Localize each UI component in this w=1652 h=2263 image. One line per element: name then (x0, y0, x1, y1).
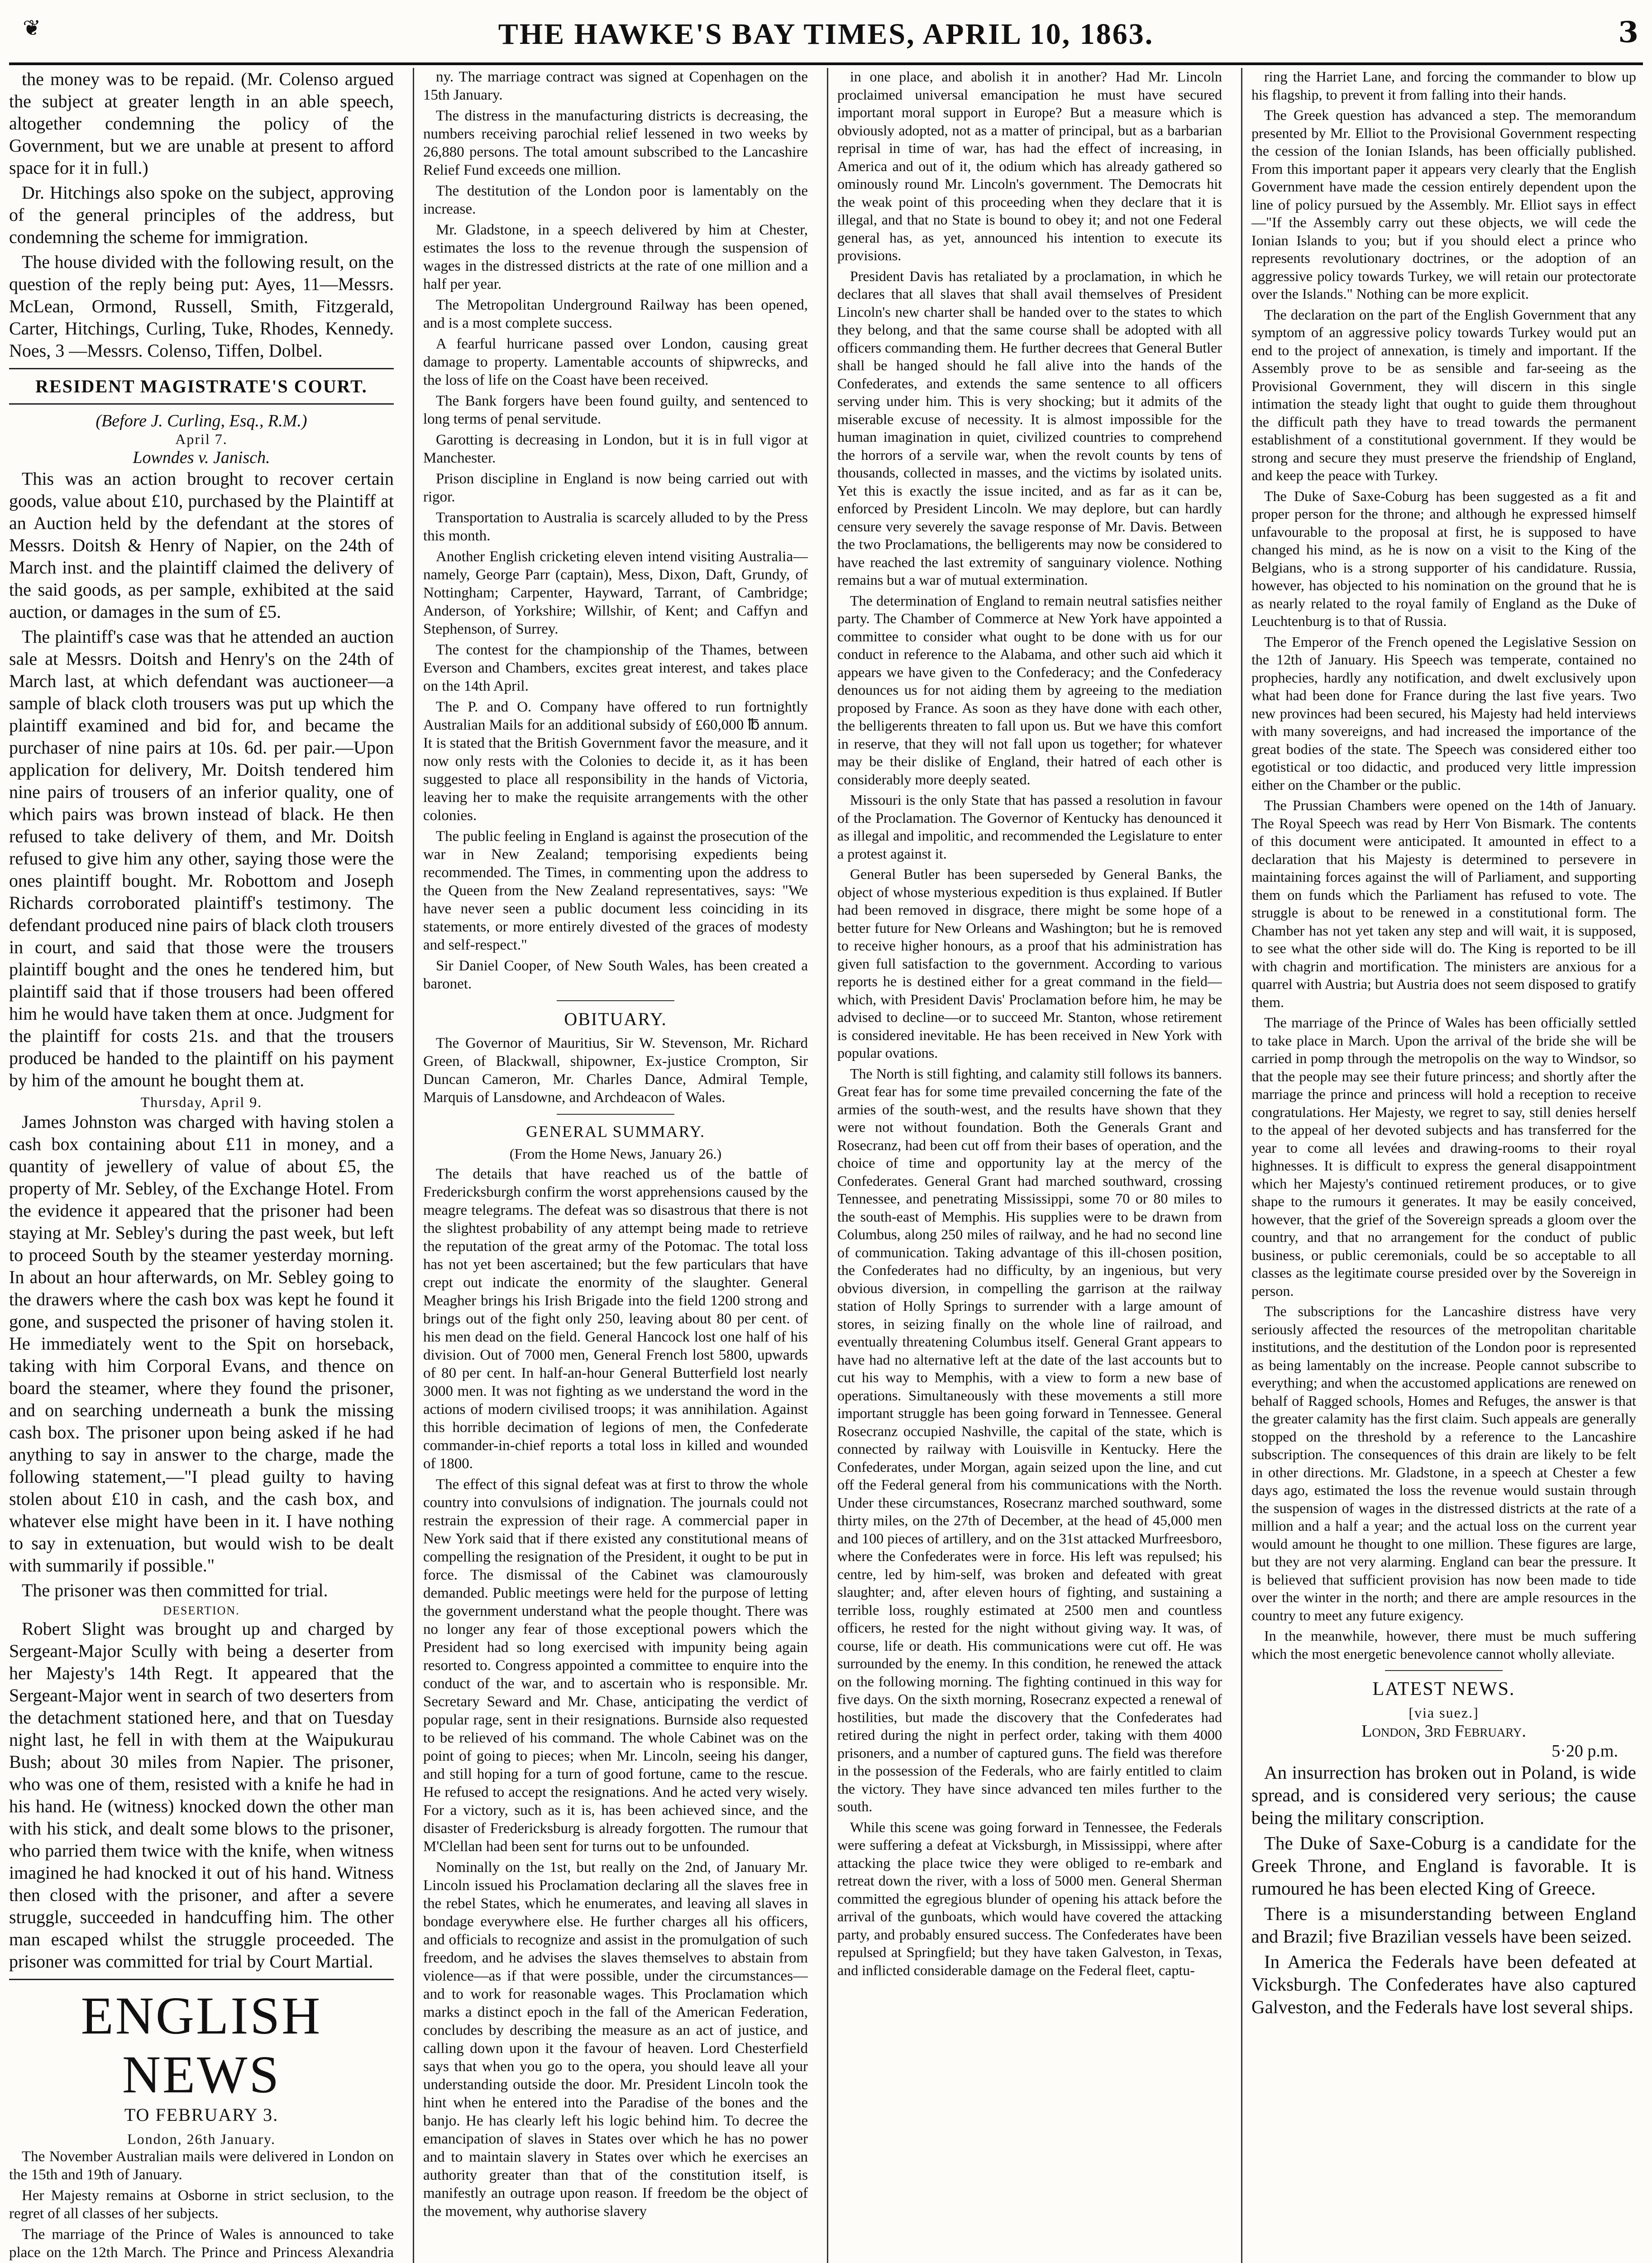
paragraph: In the meanwhile, however, there must be much suffering which the most energetic benevolence cannot wholly alleviate. (1251, 1628, 1636, 1662)
english-news-subheading: TO FEBRUARY 3. (124, 2105, 279, 2125)
paragraph: This was an action brought to recover certain goods, value about £10, purchased by the Plaintiff at an Auction held by the defendant at the stores of Messrs. Doitsh & Henry of Napier, on the 24th of March inst. and the plaintiff claimed the delivery of the said goods, as per sample, exhibited at the said auction, or damages in the sum of £5. (9, 468, 394, 622)
column-divider (827, 68, 828, 2263)
thursday-heading: Thursday, April 9. (140, 1094, 263, 1110)
desertion-report (9, 1618, 394, 1972)
english-news-text (9, 2148, 394, 2263)
paragraph: There is a misunderstanding between England and Brazil; five Brazilian vessels have been seized. (1251, 1903, 1636, 1947)
column-4 (1251, 68, 1636, 2263)
paragraph: The determination of England to remain neutral satisfies neither party. The Chamber of Commerce at New York have appointed a committee to consider what ought to be done with us for our conduct in reference to the Alabama, and other such aid which it appears we have given to the Confederacy; and the Confederacy denounces us for not aiding them by agreeing to the mediation proposed by France. As soon as they have done with each other, the belligerents threaten to fall upon us. But we have this comfort in reserve, that they will not fall upon us together; for whatever may be their dislike of England, their hatred of each other is considerably more deeply seated. (837, 592, 1222, 788)
paragraph: The destitution of the London poor is lamentably on the increase. (423, 183, 808, 217)
latest-news-heading: LATEST NEWS. (1372, 1679, 1515, 1700)
column-divider (413, 68, 414, 2263)
masthead (9, 10, 1643, 60)
paragraph: The public feeling in England is against the prosecution of the war in New Zealand; temporising expedients being recommended. The Times, in commenting upon the address to the Queen from the New Zealand representatives, says: "We have never seen a public document less coinciding in its statements, or more entirely divested of the graces of modesty and self-respect." (423, 828, 808, 953)
paragraph: The North is still fighting, and calamity still follows its banners. Great fear has for some time prevailed concerning the fate of the armies of the south-west, and the results have shown that they were not without foundation. Both the Generals Grant and Rosecranz, had been cut off from their bases of operation, and the choice of time and opportunity lay at the mercy of the Confederates. General Grant had marched southward, crossing Tennessee, and penetrating Mississippi, some 70 or 80 miles to the south-east of Memphis. His supplies were to be drawn from Columbus, along 250 miles of railway, and he had no second line of communication. Taking advantage of this ill-chosen position, the Confederates had no difficulty, by an ingenious, but very obvious diversion, in compelling the garrison at the railway station of Holly Springs to surrender with a large amount of stores, in seizing finally on the whole line of railroad, and eventually threatening Columbus itself. General Grant appears to have had no alternative left at the date of the last accounts but to cut his way to Memphis, with a view to form a new base of operations. Simultaneously with these movements a still more important struggle has been going forward in Tennessee. General Rosecranz occupied Nashville, the capital of the state, which is connected by railway with Louisville in Kentucky. Here the Confederates, under Morgan, again seized upon the line, and cut off the Federal general from his communications with the North. Under these circumstances, Rosecranz marched southward, some thirty miles, on the 27th of December, at the head of 45,000 men and 100 pieces of artillery, and on the 31st attacked Murfreesboro, where the Confederates were in force. His left was repulsed; his centre, led by him-self, was broken and defeated with great slaughter; and, after eleven hours of fighting, and sustaining a terrible loss, roughly estimated at 2500 men and countless officers, he rested for the night without giving way. It was, of course, life or death. His communications were cut off. He was surrounded by the enemy. In this condition, he renewed the attack on the following morning. The fighting continued in this way for five days. On the sixth morning, Rosecranz expected a renewal of hostilities, but made the discovery that the Confederates had retired during the night in perfect order, taking with them 4000 prisoners, and a number of captured guns. The field was therefore in the possession of the Federals, who are fairly entitled to claim the victory. They have since advanced ten miles further to the south. (837, 1065, 1222, 1814)
section-rule (1385, 1670, 1503, 1671)
london-dateline: London, 26th January. (127, 2131, 276, 2147)
paragraph: The subscriptions for the Lancashire distress have very seriously affected the resources of the metropolitan charitable institutions, and the destitution of the London poor is represented as being lamentably on the increase. People cannot subscribe to everything; and when the accustomed applications are renewed on behalf of Ragged schools, Homes and Refuges, the answer is that the greater calamity has the first claim. Such appeals are generally stopped on the threshold by a reference to the Lancashire subscription. The consequences of this drain are likely to be felt in other directions. Mr. Gladstone, in a speech at Chester a few days ago, estimated the loss the revenue would sustain through the suspension of wages in the distressed districts at the rate of a million and a half a year; and the actual loss on the current year would amount he thought to one million. These figures are large, but they are not very alarming. England can bear the pressure. It is believed that sufficient provision has now been made to tide over the winter in the north; and there are ample resources in the country to meet any future exigency. (1251, 1303, 1636, 1623)
summary-text (423, 1165, 808, 2220)
paragraph: In America the Federals have been defeated at Vicksburgh. The Confederates have also captured Galveston, and the Federals have lost several ships. (1251, 1951, 1636, 2017)
section-rule (9, 368, 394, 369)
english-news-heading: ENGLISH NEWS (81, 1986, 322, 2104)
paragraph: the money was to be repaid. (Mr. Colenso argued the subject at greater length in an able speech, altogether condemning the policy of the Government, but we are unable at present to afford space for it in full.) (9, 69, 394, 178)
court-heading: RESIDENT MAGISTRATE'S COURT. (35, 376, 368, 396)
latest-news-text (1251, 1761, 1636, 2018)
latest-dateline: London, 3rd February. (1361, 1722, 1526, 1741)
news-items (423, 68, 808, 993)
paragraph: The plaintiff's case was that he attended an auction sale at Messrs. Doitsh and Henry's on the 24th of March last, at which defendant was auctioneer—a sample of black cloth trousers was put up which the plaintiff examined and bid for, and became the purchaser of nine pairs at 10s. 6d. per pair.—Upon application for delivery, Mr. Doitsh tendered him nine pairs of trousers of an inferior quality, one of which pairs was brown instead of black. He then refused to take delivery of them, and Mr. Doitsh refused to give him any other, saying those were the ones plaintiff bought. Mr. Robottom and Joseph Richards corroborated plaintiff's testimony. The defendant produced nine pairs of black cloth trousers in court, and said that those were the trousers plaintiff bought and the ones he tendered him, but plaintiff said that if those trousers had been offered him he would have taken them at once. Judgment for the plaintiff for costs 21s. and that the trousers produced be handed to the plaintiff on his payment by him of the amount he bought them at. (9, 626, 394, 1090)
section-rule (557, 1114, 674, 1115)
section-rule (9, 403, 394, 405)
paragraph: The Emperor of the French opened the Legislative Session on the 12th of January. His Speech was temperate, contained no prophecies, hardly any notification, and dwelt exclusively upon what had been done for France during the last five years. Two new provinces had been secured, his Majesty had held interviews with many sovereigns, and had increased the importance of the great bodies of the state. The Speech was considered either too egotistical or too didactic, and produced very little impression either on the Chamber or the public. (1251, 633, 1636, 793)
paragraph: The Duke of Saxe-Coburg has been suggested as a fit and proper person for the throne; and although he expressed himself unfavourable to the proposal at first, he is supposed to have changed his mind, as he is now on a visit to the King of the Belgians, who is a strong supporter of his candidature. Russia, however, has objected to his nomination on the ground that he is as nearly related to the royal family of England as the Duke of Leuchtenburg is to that of Russia. (1251, 487, 1636, 629)
paragraph: The house divided with the following result, on the question of the reply being put: Ayes, 11—Messrs. McLean, Ormond, Russell, Smith, Fitzgerald, Carter, Hitchings, Curling, Tuke, Rhodes, Kennedy. Noes, 3 —Messrs. Colenso, Tiffen, Dolbel. (9, 252, 394, 361)
paragraph: Missouri is the only State that has passed a resolution in favour of the Proclamation. The Governor of Kentucky has denounced it as illegal and impolitic, and recommended the Legislature to enter a protest against it. (837, 792, 1222, 862)
paragraph: The effect of this signal defeat was at first to throw the whole country into convulsions of indignation. The journals could not restrain the expression of their rage. A commercial paper in New York said that if there existed any constitutional means of compelling the resignation of the President, it ought to be put in force. The dismissal of the Cabinet was clamourously demanded. Public meetings were held for the purpose of letting the government understand what the people thought. There was no longer any fear of those exceptional powers which the President had so long exercised with impunity being again resorted to. Congress appointed a committee to enquire into the conduct of the war, and to ascertain who is responsible. Mr. Secretary Seward and Mr. Chase, anticipating the verdict of popular rage, sent in their resignations. Burnside also requested to be relieved of his command. The whole Cabinet was on the point of going to pieces; when Mr. Lincoln, seeing his danger, and still hoping for a turn of good fortune, came to the rescue. He refused to accept the resignations. And he acted very wisely. For a victory, such as it is, has been achieved since, and the disaster of Fredericksburg is already forgotten. The rumour that M'Clellan had been sent for turns out to be unfounded. (423, 1476, 808, 1855)
paragraph: The Greek question has advanced a step. The memorandum presented by Mr. Elliot to the Provisional Government respecting the cession of the Ionian Islands, has been officially published. From this important paper it appears very clearly that the English Government have made the cession entirely dependent upon the line of policy pursued by the Assembly. Mr. Elliot says in effect—"If the Assembly carry out these objects, we will cede the Ionian Islands to you; but if you should elect a prince who represents revolutionary doctrines, or the adoption of an aggressive policy towards Turkey, we will retain our protectorate over the Islands." Nothing can be more explicit. (1251, 107, 1636, 302)
parliament-report (9, 68, 394, 362)
paragraph: in one place, and abolish it in another? Had Mr. Lincoln proclaimed universal emancipation he must have secured important moral support in Europe? But a measure which is obviously adopted, not as a matter of principal, but as a barbarian reprisal in time of war, has had the effect of increasing, in America and out of it, the odium which has already gathered so ominously round Mr. Lincoln's government. The Democrats hit the weak point of this proceeding when they declare that it is illegal, and that no State is bound to obey it; and not one Federal general has, as yet, announced his intention to execute its provisions. (837, 68, 1222, 263)
summary-source: (From the Home News, January 26.) (509, 1146, 722, 1162)
bird-ornament-icon: ❦ (23, 15, 41, 41)
summary-heading: GENERAL SUMMARY. (525, 1122, 706, 1141)
paragraph: Prison discipline in England is now being carried out with rigor. (423, 471, 808, 505)
paragraph: The contest for the championship of the Thames, between Everson and Chambers, excites great interest, and takes place on the 14th April. (423, 642, 808, 694)
masthead-title: THE HAWKE'S BAY TIMES, APRIL 10, 1863. (498, 18, 1154, 51)
paragraph: Her Majesty remains at Osborne in strict seclusion, to the regret of all classes of her subjects. (9, 2187, 394, 2222)
paragraph: Garotting is decreasing in London, but it is in full vigor at Manchester. (423, 432, 808, 466)
court-before: (Before J. Curling, Esq., R.M.) (95, 411, 307, 430)
desertion-heading: DESERTION. (163, 1604, 240, 1617)
paragraph: Sir Daniel Cooper, of New South Wales, has been created a baronet. (423, 958, 808, 992)
obituary-text: The Governor of Mauritius, Sir W. Stevenson, Mr. Richard Green, of Blackwall, shipowner, Ex-justice Crompton, Sir Duncan Cameron, Mr. Charles Dance, Admiral Temple, Marquis of Lansdowne, and Archdeacon of Wales. (423, 1035, 808, 1106)
paragraph: Dr. Hitchings also spoke on the subject, approving of the general principles of the address, but condemning the scheme for immigration. (9, 182, 394, 247)
theft-report (9, 1111, 394, 1601)
paragraph: While this scene was going forward in Tennessee, the Federals were suffering a defeat at Vicksburgh, in Mississippi, where after attacking the place twice they were obliged to re-embark and retreat down the river, with a loss of 5000 men. General Sherman committed the egregious blunder of opening his attack before the arrival of the gunboats, which would have covered the attacking party, and probably ensured success. The Confederates have been repulsed at Springfield; but they have taken Galveston, in Texas, and inflicted considerable damage on the Federal fleet, captu- (837, 1819, 1222, 1978)
obituary-heading: OBITUARY. (564, 1009, 667, 1029)
foreign-news (1251, 68, 1636, 1663)
column-1 (9, 68, 394, 2263)
paragraph: James Johnston was charged with having stolen a cash box containing about £11 in money, and a quantity of jewellery of value of about £5, the property of Mr. Sebley, of the Exchange Hotel. From the evidence it appeared that the prisoner had been staying at Mr. Sebley's during the past week, but left to proceed South by the steamer yesterday morning. In about an hour afterwards, on Mr. Sebley going to the drawers where the cash box was kept he found it gone, and suspected the prisoner of having stolen it. He immediately went to the Spit on horseback, taking with him Corporal Evans, and thence on board the steamer, where they found the prisoner, and on searching underneath a bunk the missing cash box. The prisoner upon being asked if he had anything to say in answer to the charge, made the following statement,—"I plead guilty to having stolen about £10 in cash, and the cash box, and whatever else might have been in it. I have nothing to say in extenuation, but would wish to be dealt with summarily if possible." (9, 1112, 394, 1576)
paragraph: Nominally on the 1st, but really on the 2nd, of January Mr. Lincoln issued his Proclamation declaring all the slaves free in the rebel States, which he enumerates, and leaving all slaves in bondage everywhere else. He further charges all his officers, and officials to recognize and assist in the promulgation of such freedom, and he advises the slaves themselves to abstain from violence—as if that were possible, under the circumstances—and to work for reasonable wages. This Proclamation which marks a distinct epoch in the fall of the American Federation, concludes by describing the measure as an act of justice, and calling down upon it the favour of heaven. Lord Chesterfield says that when you go to the opera, you should leave all your understanding outside the door. Mr. President Lincoln took the hint when he entered into the Paradise of the bones and the banjo. He has clearly left his logic behind him. To decree the emancipation of slaves in States over which he has no power and to maintain slavery in States over which he exercises an authority greater than that of the constitution itself, is manifestly an outrage upon reason. If freedom be the object of the movement, why authorise slavery (423, 1859, 808, 2220)
paragraph: Mr. Gladstone, in a speech delivered by him at Chester, estimates the loss to the revenue through the suspension of wages in the distressed districts at the rate of one million and a half per year. (423, 222, 808, 292)
paragraph: ring the Harriet Lane, and forcing the commander to blow up his flagship, to prevent it from falling into their hands. (1251, 68, 1636, 103)
paragraph: The Prussian Chambers were opened on the 14th of January. The Royal Speech was read by Herr Von Bismark. The contents of this document were anticipated. It amounted in effect to a declaration that his Majesty is determined to persevere in maintaining forces against the will of Parliament, and supporting them on funds which the Parliament has refused to vote. The struggle is about to be renewed in a constitutional form. The Chamber has not yet taken any step and will wait, it is supposed, to see what the other side will do. The King is reported to be ill with chagrin and mortification. The ministers are anxious for a quarrel with Austria; but Austria does not seem disposed to gratify them. (1251, 797, 1636, 1010)
paragraph: The declaration on the part of the English Government that any symptom of an aggressive policy towards Turkey would put an end to the project of annexation, is timely and important. If the Assembly prove to be as sensible and far-seeing as the Provisional Government, they will discern in this single intimation the steady light that ought to guide them throughout the difficult path they have to tread towards the permanent establishment of a constitutional government. If they would be strong and secure they must preserve the friendship of England, and keep the peace with Turkey. (1251, 306, 1636, 483)
paragraph: The P. and O. Company have offered to run fortnightly Australian Mails for an additional subsidy of £60,000 ℔ annum. It is stated that the British Government favor the measure, and it now only rests with the Colonies to decide it, as it has been suggested to place all responsibility in the hands of Victoria, leaving her to make the requisite arrangements with the other colonies. (423, 699, 808, 824)
paragraph: President Davis has retaliated by a proclamation, in which he declares that all slaves that shall avail themselves of President Lincoln's new charter shall be handed over to the states to which they belong, and that the same course shall be adopted with all officers commanding them. He further decrees that General Butler shall be hanged should he fall alive into the hands of the Confederates, and extends the same sentence to all officers serving under him. This is very shocking; but it admits of the miserable excuse of necessity. It is almost impossible for the human imagination in quiet, civilized countries to comprehend the horrors of a servile war, when the revolt counts by tens of thousands, collected in masses, and the victims by isolated units. Yet this is exactly the issue incited, and as far as it can be, enforced by President Lincoln. We may deplore, but can hardly censure very severely the savage response of Mr. Davis. Between the two Proclamations, the belligerents may now be considered to have reached the last extremity of sanguinary violence. Nothing remains but a war of mutual extermination. (837, 267, 1222, 588)
court-report (9, 468, 394, 1091)
paragraph: An insurrection has broken out in Poland, is wide spread, and is considered very serious; the cause being the military conscription. (1251, 1762, 1636, 1828)
column-2 (423, 68, 808, 2263)
column-divider (1241, 68, 1242, 2263)
paragraph: General Butler has been superseded by General Banks, the object of whose mysterious expedition is thus explained. If Butler had been removed in disgrace, there might be some hope of a better future for New Orleans and Washington; but he is removed to receive higher honours, as a proof that his administration has given full satisfaction to the government. According to various reports he is destined either for a great command in the field—which, with President Davis' Proclamation before him, he may be advised to decline—or to succeed Mr. Stanton, whose retirement is considered inevitable. He has been received in New York with popular ovations. (837, 866, 1222, 1061)
court-case: Lowndes v. Janisch. (133, 448, 270, 467)
paragraph: The details that have reached us of the battle of Fredericksburgh confirm the worst apprehensions caused by the meagre telegrams. The defeat was so disastrous that there is not the slightest probability of any attempt being made to retrieve the reputation of the great army of the Potomac. The total loss has not yet been ascertained; but the few particulars that have crept out indicate the enormity of the slaughter. General Meagher brings his Irish Brigade into the field 1200 strong and brings out of the fight only 250, leaving about 80 per cent. of his men dead on the field. General Hancock lost one half of his division. Out of 7000 men, General French lost 5800, upwards of 80 per cent. In half-an-hour General Butterfield lost nearly 3000 men. It was not fighting as we understand the word in the actions of modern civilised troops; it was annihilation. Against this horrible decimation of legions of men, the Confederate commander-in-chief reports a total loss in killed and wounded of 1800. (423, 1166, 808, 1472)
paragraph: The distress in the manufacturing districts is decreasing, the numbers receiving parochial relief lessened in two weeks by 26,880 persons. The total amount subscribed to the Lancashire Relief Fund exceeds one million. (423, 108, 808, 178)
masthead-rule (9, 62, 1643, 65)
paragraph: The marriage of the Prince of Wales is announced to take place on the 12th March. The Prince and Princess Alexandria (9, 2226, 394, 2261)
summary-continued (837, 68, 1222, 1979)
court-date: April 7. (175, 431, 228, 447)
paragraph: The Duke of Saxe-Coburg is a candidate for the Greek Throne, and England is favorable. It is rumoured he has been elected King of Greece. (1251, 1833, 1636, 1899)
paragraph: Another English cricketing eleven intend visiting Australia—namely, George Parr (captain), Mess, Dixon, Daft, Grundy, of Nottingham; Carpenter, Hayward, Tarrant, of Cambridge; Anderson, of Yorkshire; Willshir, of Kent; and Caffyn and Stephenson, of Surrey. (423, 549, 808, 637)
latest-via: [via suez.] (1408, 1704, 1479, 1721)
paragraph: The Metropolitan Underground Railway has been opened, and is a most complete success. (423, 297, 808, 331)
column-3 (837, 68, 1222, 2263)
paragraph: The marriage of the Prince of Wales has been officially settled to take place in March. Upon the arrival of the bride she will be carried in pomp through the metropolis on the way to Windsor, so that the people may see their future princess; and shortly after the marriage the prince and princess will hold a reception to receive congratulations. Her Majesty, we regret to say, still denies herself to the appeal of her devoted subjects and has transferred for the year to come all levées and drawing-rooms to their royal highnesses. It is difficult to express the general disappointment which her Majesty's continued retirement produces, or to give shape to the rumours it generates. It may be easily conceived, however, that the grief of the Sovereign spreads a gloom over the country, and that no arrangement for the conduct of public business, or public ceremonials, could be so acceptable to all classes as the legitimate course presided over by the Sovereign in person. (1251, 1014, 1636, 1299)
page-number: 3 (1618, 15, 1638, 49)
paragraph: The Bank forgers have been found guilty, and sentenced to long terms of penal servitude. (423, 393, 808, 427)
latest-time: 5·20 p.m. (1552, 1742, 1618, 1761)
paragraph: The November Australian mails were delivered in London on the 15th and 19th of January. (9, 2148, 394, 2183)
section-rule (557, 1000, 674, 1001)
section-rule (9, 1979, 394, 1980)
paragraph: A fearful hurricane passed over London, causing great damage to property. Lamentable accounts of shipwrecks, and the loss of life on the Coast have been received. (423, 336, 808, 388)
paragraph: Robert Slight was brought up and charged by Sergeant-Major Scully with being a deserter from her Majesty's 14th Regt. It appeared that the Sergeant-Major went in search of two deserters from the detachment stationed here, and that on Tuesday night last, he fell in with them at the Waipukurau Bush; about 30 miles from Napier. The prisoner, who was one of them, resisted with a knife he had in his hand. He (witness) knocked down the other man with his stick, and dealt some blows to the prisoner, who parried them twice with the knife, when witness imagined he had knocked it out of his hand. Witness then closed with the prisoner, and after a severe struggle, succeeded in handcuffing him. The other man escaped whilst the struggle proceeded. The prisoner was committed for trial by Court Martial. (9, 1618, 394, 1972)
paragraph: ny. The marriage contract was signed at Copenhagen on the 15th January. (423, 69, 808, 103)
paragraph: Transportation to Australia is scarcely alluded to by the Press this month. (423, 510, 808, 544)
paragraph: The prisoner was then committed for trial. (22, 1580, 328, 1600)
